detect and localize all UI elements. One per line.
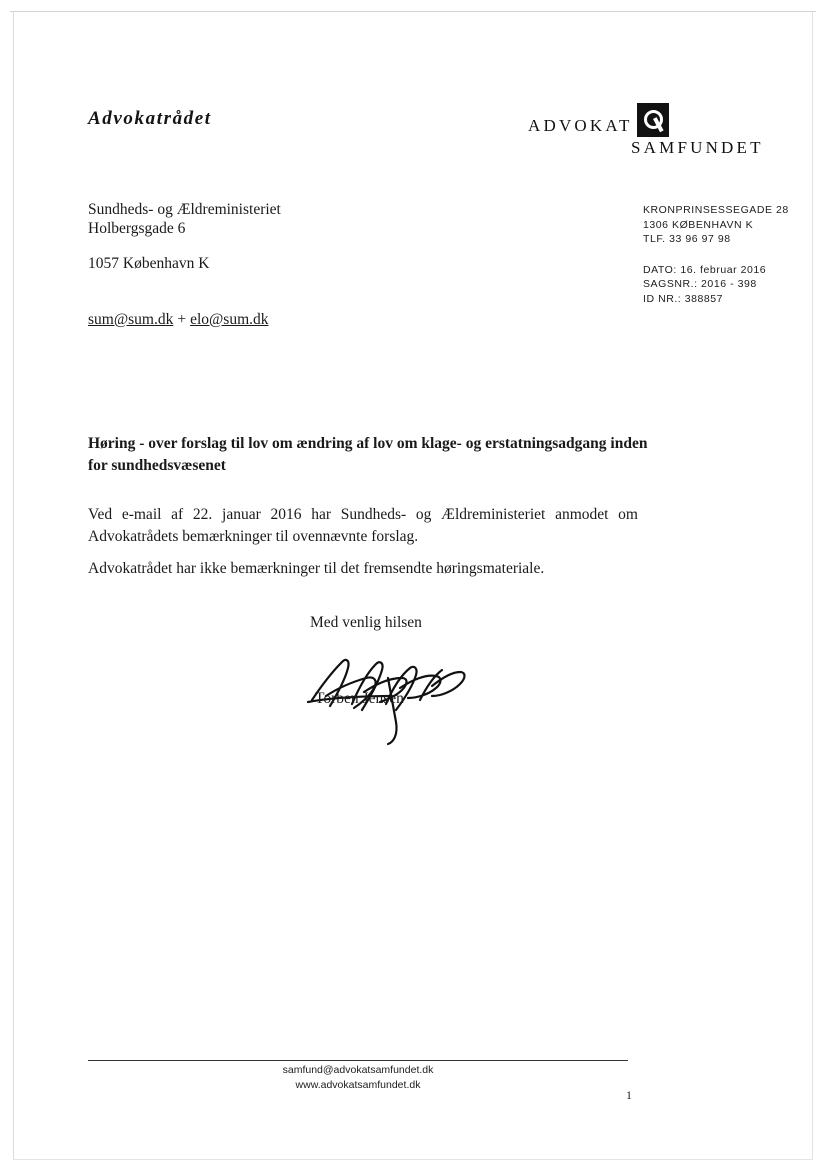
recipient-address-block: [88, 200, 281, 273]
sender-meta-block: [643, 203, 803, 306]
recipient-line-2: Holbergsgade 6: [88, 220, 186, 237]
sender-street: KRONPRINSESSEGADE 28: [643, 204, 789, 216]
recipient-line-1: Sundheds- og Ældreministeriet: [88, 201, 281, 218]
logo-text-top: ADVOKAT: [528, 116, 633, 135]
case-number: SAGSNR.: 2016 - 398: [643, 278, 757, 290]
scan-edge-left: [13, 12, 14, 1160]
sender-city: 1306 KØBENHAVN K: [643, 218, 754, 231]
scan-edge-bottom: [13, 1159, 813, 1160]
scan-edge-right: [812, 12, 813, 1160]
recipient-email-link-2[interactable]: elo@sum.dk: [190, 311, 269, 328]
recipient-email-link-1[interactable]: sum@sum.dk: [88, 311, 174, 328]
id-number: ID NR.: 388857: [643, 292, 724, 305]
page-number: 1: [626, 1088, 632, 1102]
logo-text-bottom: SAMFUNDET: [631, 138, 764, 157]
scan-edge-top: [10, 11, 816, 12]
recipient-email-line: [88, 311, 269, 329]
letter-closing: Med venlig hilsen: [310, 614, 422, 631]
advokatsamfundet-mark-icon: [637, 103, 669, 137]
letter-paragraph-1: Ved e-mail af 22. januar 2016 har Sundheds- og Ældreministeriet anmodet om Advokatrådets bemærkninger til ovennævnte forslag.: [88, 506, 638, 545]
sender-phone: TLF. 33 96 97 98: [643, 233, 731, 245]
footer-website: www.advokatsamfundet.dk: [295, 1079, 421, 1091]
email-separator: +: [177, 311, 187, 328]
letter-date: DATO: 16. februar 2016: [643, 263, 767, 276]
footer-email: samfund@advokatsamfundet.dk: [282, 1064, 434, 1076]
recipient-line-3: 1057 København K: [88, 255, 210, 272]
signature-name: Torben Jensen: [315, 690, 404, 707]
organization-logo: [520, 100, 795, 170]
sender-name: Advokatrådet: [88, 108, 212, 129]
footer-contact: [88, 1063, 628, 1093]
footer-divider: [88, 1060, 628, 1061]
recipient-spacer: [88, 238, 281, 254]
meta-spacer: [643, 247, 803, 263]
letter-paragraph-2: Advokatrådet har ikke bemærkninger til det fremsendte høringsmateriale.: [88, 560, 545, 577]
letter-subject: Høring - over forslag til lov om ændring af lov om klage- og erstatningsadgang inden for sundhedsvæsenet: [88, 435, 648, 474]
